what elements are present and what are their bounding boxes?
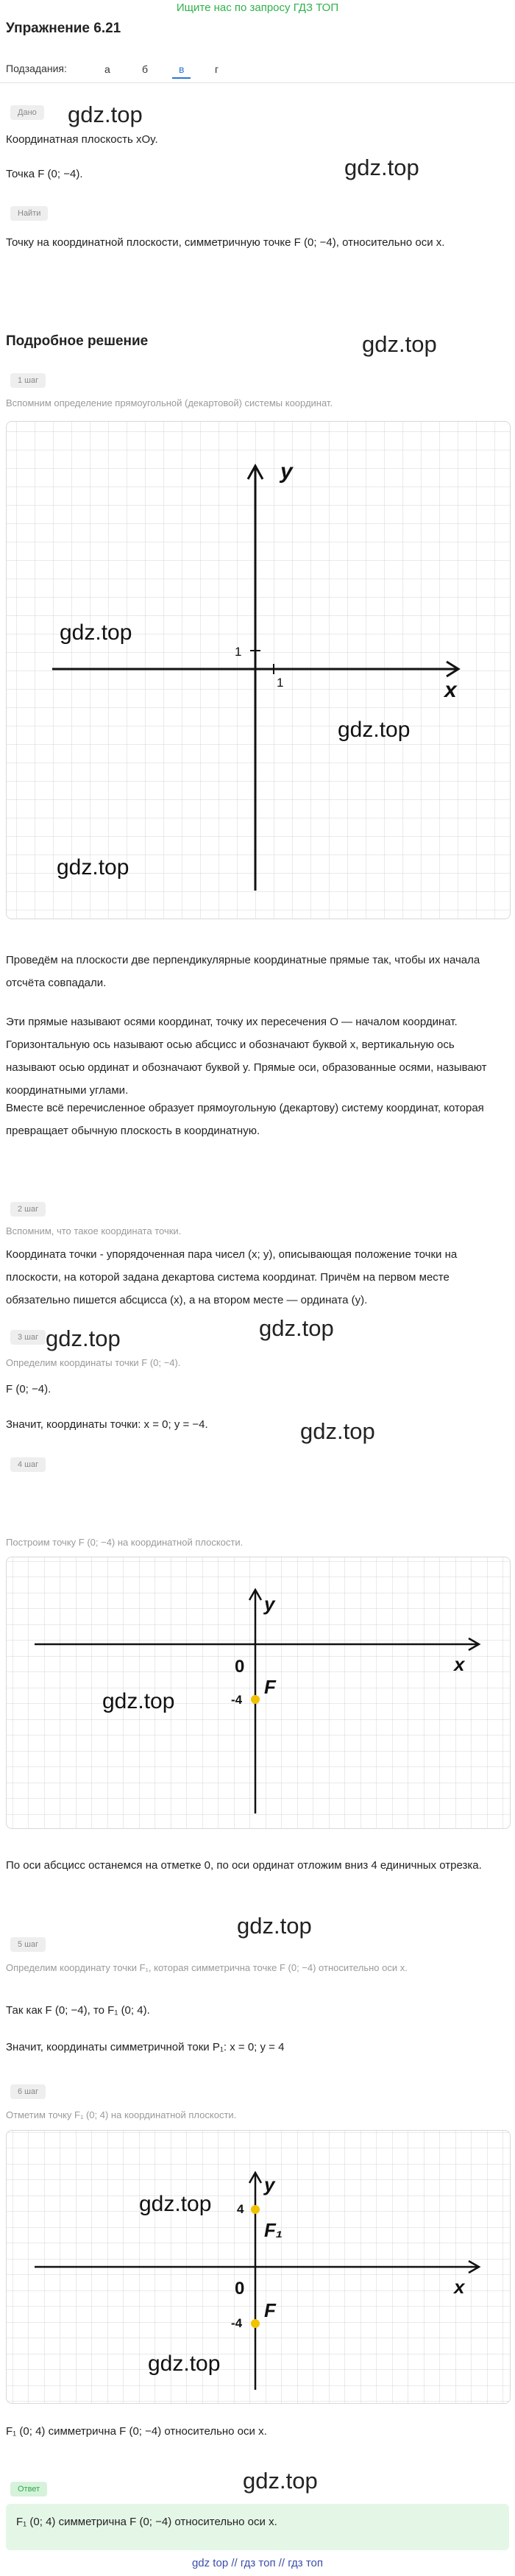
y-unit-label: 1 xyxy=(235,645,242,659)
watermark: gdz.top xyxy=(46,1326,121,1351)
step5-coords: Значит, координаты симметричной токи P₁: x = 0; y = 4 xyxy=(6,2041,285,2053)
watermark: gdz.top xyxy=(300,1418,375,1444)
watermark: gdz.top xyxy=(237,1913,312,1939)
graph1-svg xyxy=(7,422,510,919)
subtask-tab-b[interactable]: б xyxy=(142,63,149,75)
x-unit-label: 1 xyxy=(277,676,284,690)
point-f-label: F xyxy=(264,2299,276,2321)
graph3-svg xyxy=(7,2131,510,2403)
solution-title: Подробное решение xyxy=(6,333,149,349)
watermark: gdz.top xyxy=(338,718,411,742)
origin-label: 0 xyxy=(235,2279,245,2299)
step2-paragraph: Координата точки - упорядоченная пара чисел (x; y), описывающая положение точки на плоскости, на которой задана декартова система координат. Причём на первом месте обязательно пишется абсцисса (x), а на втором месте — ордината (y). xyxy=(6,1248,458,1306)
coordinate-graph-1 xyxy=(6,421,511,919)
step1-paragraph-3: Вместе всё перечисленное образует прямоугольную (декартову) систему координат, которая превращает обычную плоскость в координатную. xyxy=(6,1102,484,1137)
point-f-label: F xyxy=(264,1676,276,1698)
tick-label-minus4: -4 xyxy=(231,2316,243,2330)
point-f1 xyxy=(251,2205,260,2214)
find-badge: Найти xyxy=(10,206,48,221)
step6-note: Отметим точку F₁ (0; 4) на координатной плоскости. xyxy=(6,2109,237,2120)
y-axis-label: y xyxy=(280,459,293,484)
watermark: gdz.top xyxy=(148,2352,221,2376)
page-title: Упражнение 6.21 xyxy=(6,21,121,36)
step6-badge: 6 шаг xyxy=(10,2084,46,2099)
subtask-tab-a[interactable]: а xyxy=(104,63,110,75)
point-f1-label: F₁ xyxy=(264,2219,283,2241)
watermark: gdz.top xyxy=(57,855,129,880)
step6-paragraph: F₁ (0; 4) симметрична F (0; −4) относительно оси x. xyxy=(6,2425,267,2438)
step1-paragraph-1: Проведём на плоскости две перпендикулярные координатные прямые так, чтобы их начала отсчёта совпадали. xyxy=(6,954,480,989)
step3-point: F (0; −4). xyxy=(6,1383,52,1395)
step3-coords: Значит, координаты точки: x = 0; y = −4. xyxy=(6,1418,208,1431)
step3-note: Определим координаты точки F (0; −4). xyxy=(6,1357,181,1368)
step4-paragraph: По оси абсцисс останемся на отметке 0, по оси ординат отложим вниз 4 единичных отрезка. xyxy=(6,1859,482,1872)
divider xyxy=(0,82,515,83)
answer-box xyxy=(6,2504,509,2550)
answer-text: F₁ (0; 4) симметрична F (0; −4) относительно оси x. xyxy=(16,2516,277,2528)
subtask-tab-v[interactable]: в xyxy=(172,61,191,79)
step4-note-visible: Построим точку F (0; −4) на координатной плоскости. xyxy=(6,1537,244,1548)
watermark: gdz.top xyxy=(259,1315,334,1341)
origin-label: 0 xyxy=(235,1657,245,1677)
x-axis-label: x xyxy=(454,2276,465,2298)
step2-note: Вспомним, что такое координата точки. xyxy=(6,1225,182,1236)
point-f xyxy=(251,1695,260,1704)
watermark: gdz.top xyxy=(243,2468,318,2494)
graph2-svg xyxy=(7,1557,510,1828)
x-axis-label: x xyxy=(444,678,457,702)
step5-relation: Так как F (0; −4), то F₁ (0; 4). xyxy=(6,2004,150,2017)
watermark: gdz.top xyxy=(139,2192,212,2216)
tick-label-minus4: -4 xyxy=(231,1693,243,1707)
y-axis-label: y xyxy=(264,2173,275,2195)
given-badge: Дано xyxy=(10,105,44,120)
step1-note: Вспомним определение прямоугольной (декартовой) системы координат. xyxy=(6,397,333,408)
step1-paragraph-2: Эти прямые называют осями координат, точку их пересечения O — началом координат. Горизонтальную ось называют осью абсцисс и обозначают буквой x, вертикальную ось называют осью ординат и обозначают буквой y. Прямые оси, образованные осями, называют координатными углами. xyxy=(6,1016,487,1097)
tick-label-4: 4 xyxy=(237,2202,244,2216)
step5-badge: 5 шаг xyxy=(10,1937,46,1952)
watermark: gdz.top xyxy=(344,155,419,180)
given-point: Точка F (0; −4). xyxy=(6,168,83,180)
given-plane: Координатная плоскость xOy. xyxy=(6,133,158,146)
search-hint-link[interactable]: Ищите нас по запросу ГДЗ ТОП xyxy=(176,1,339,14)
answer-badge: Ответ xyxy=(10,2482,47,2497)
step4-badge: 4 шаг xyxy=(10,1457,46,1472)
watermark: gdz.top xyxy=(68,102,143,127)
subtask-tab-g[interactable]: г xyxy=(215,63,219,75)
watermark: gdz.top xyxy=(102,1689,175,1713)
find-text: Точку на координатной плоскости, симметричную точке F (0; −4), относительно оси x. xyxy=(6,236,445,249)
footer-links[interactable]: gdz top // гдз топ // гдз топ xyxy=(191,2557,324,2569)
step5-note: Определим координату точки F₁, которая симметрична точке F (0; −4) относительно оси x. xyxy=(6,1962,408,1973)
watermark: gdz.top xyxy=(362,331,437,357)
watermark: gdz.top xyxy=(60,620,132,645)
subtasks-label: Подзадания: xyxy=(6,63,67,74)
y-axis-label: y xyxy=(264,1593,275,1615)
coordinate-graph-3 xyxy=(6,2130,511,2404)
point-f xyxy=(251,2319,260,2328)
step2-badge: 2 шаг xyxy=(10,1202,46,1217)
x-axis-label: x xyxy=(454,1653,465,1675)
step1-badge: 1 шаг xyxy=(10,373,46,388)
step3-badge: 3 шаг xyxy=(10,1330,46,1345)
coordinate-graph-2 xyxy=(6,1557,511,1829)
